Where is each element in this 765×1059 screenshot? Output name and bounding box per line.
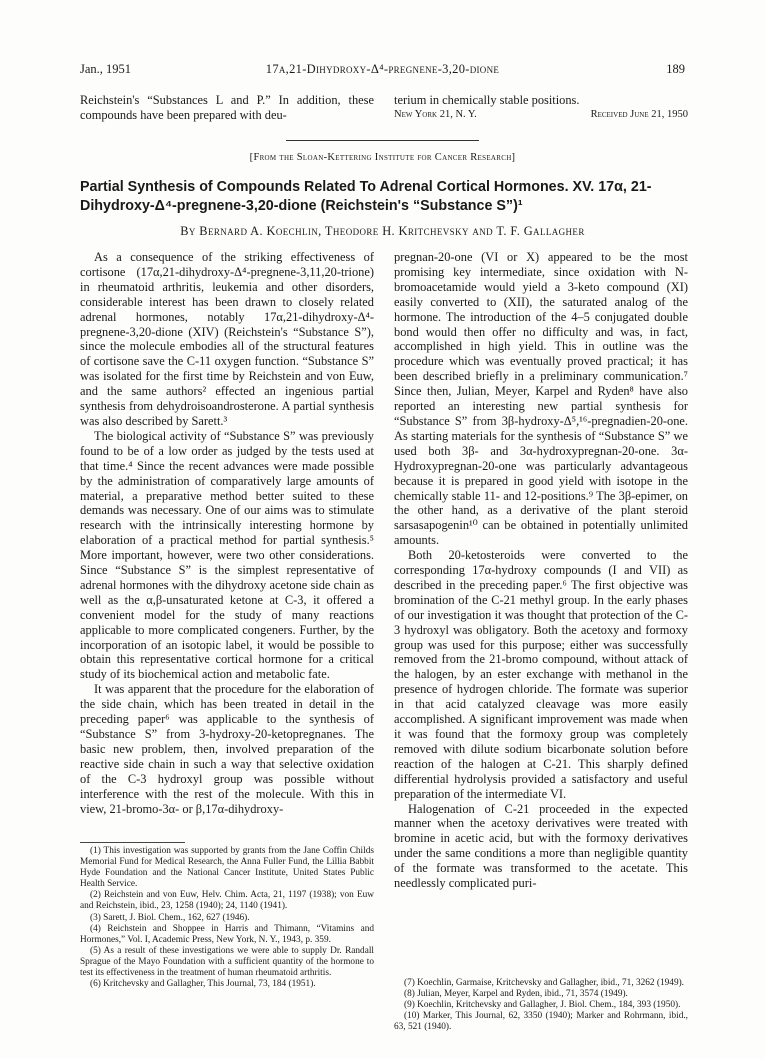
footnote: (8) Julian, Meyer, Karpel and Ryden, ibid., 71, 3574 (1949). [404,989,628,1000]
footnotes-left [80,838,374,990]
footnote: (6) Kritchevsky and Gallagher, This Journal, 73, 184 (1951). [90,979,316,990]
footnote: (9) Koechlin, Kritchevsky and Gallagher, J. Biol. Chem., 184, 393 (1950). [404,1000,681,1011]
footnote: (2) Reichstein and von Euw, Helv. Chim. Acta, 21, 1197 (1938); von Euw and Reichstein, ibid., 23, 1258 (1940); 24, 1140 (1941). [80,890,374,912]
footnotes-right [394,978,688,1033]
paragraph: Halogenation of C-21 proceeded in the expected manner when the acetoxy derivatives were treated with bromine in acetic acid, but with the formoxy derivatives under the same conditions a more than negligible quantity of the formate was transformed to the acetate. This needlessly complicated puri- [394,801,688,891]
footnote: (10) Marker, This Journal, 62, 3350 (1940); Marker and Rohrmann, ibid., 63, 521 (1940). [394,1011,688,1033]
paragraph: The biological activity of “Substance S” was previously found to be of a low order as judged by the tests used at that time.⁴ Since the recent advances were made possible by the administration of comparatively large amounts of material, a preparative method better suited to these demands was necessary. One of our aims was to stimulate research with the intrinsically interesting hormone by elaboration of a practical method for partial synthesis.⁵ More important, however, were two other considerations. Since “Substance S” is the simplest representative of adrenal hormones with the dihydroxy acetone side chain as well as the α,β-unsaturated ketone at C-3, it offered a convenient model for the study of many reactions applicable to more complicated congeners. Further, by the incorporation of an isotopic label, it would be possible to obtain this representative cortical hormone for a critical study of its biochemical action and metabolic fate. [80,428,374,682]
issue-date: Jan., 1951 [80,62,132,76]
page-number: 189 [666,62,685,76]
footnote: (5) As a result of these investigations we were able to supply Dr. Randall Sprague of the Mayo Foundation with a sufficient quantity of the hormone to test its effectiveness in the treatment of human rheumatoid arthritis. [80,945,374,979]
address-line [394,108,688,123]
paragraph: As a consequence of the striking effectiveness of cortisone (17α,21-dihydroxy-Δ⁴-pregnene-3,11,20-trione) in rheumatoid arthritis, leukemia and other disorders, considerable interest has been drawn to closely related adrenal hormones, notably 17α,21-dihydroxy-Δ⁴-pregnene-3,20-dione (XIV) (Reichstein's “Substance S”), since the molecule embodies all of the structural features of cortisone save the C-11 oxygen function. “Substance S” was isolated for the first time by Reichstein and von Euw, and the same authors² effected an ingenious partial synthesis from dehydroisoandrosterone. A partial synthesis was also described by Sarett.³ [80,250,374,428]
previous-article-ending-left: Reichstein's “Substances L and P.” In addition, these compounds have been prepared with deu- [80,93,374,122]
institution-line: [From the Sloan-Kettering Institute for Cancer Research] [249,152,516,163]
running-head [80,62,685,78]
footnote-rule [80,842,185,843]
footnote: (4) Reichstein and Shoppee in Harris and Thimann, “Vitamins and Hormones,” Vol. I, Academic Press, New York, N. Y., 1943, p. 359. [80,923,374,945]
article-title: Partial Synthesis of Compounds Related To Adrenal Cortical Hormones. XV. 17α, 21-Dihydroxy-Δ⁴-pregnene-3,20-dione (Reichstein's “Substance S”)¹ [80,179,652,214]
previous-article-ending-right: terium in chemically stable positions. New York 21, N. Y. Received June 21, 1950 [394,93,688,123]
author-address: New York 21, N. Y. [394,108,477,120]
paragraph: It was apparent that the procedure for the elaboration of the side chain, which has been treated in detail in the preceding paper⁶ was applicable to the synthesis of “Substance S” from 3-hydroxy-20-ketopregnanes. The basic new problem, then, involved preparation of the reactive side chain in such a way that selective oxidation of the C-3 hydroxyl group was possible without interference with the rest of the molecule. With this in view, 21-bromo-3α- or β,17α-dihydroxy- [80,682,374,816]
footnote: (1) This investigation was supported by grants from the Jane Coffin Childs Memorial Fund for Medical Research, the Anna Fuller Fund, the Lillia Babbit Hyde Foundation and the National Cancer Institute, United States Public Health Service. [80,846,374,890]
article-divider [286,140,479,141]
author-line: By Bernard A. Koechlin, Theodore H. Kritchevsky and T. F. Gallagher [180,224,585,238]
footnote: (3) Sarett, J. Biol. Chem., 162, 627 (1946). [90,912,250,923]
body-column-right [394,250,688,891]
received-date: Received June 21, 1950 [590,108,688,120]
body-column-left [80,250,374,816]
paragraph: Both 20-ketosteroids were converted to the corresponding 17α-hydroxy compounds (I and VII) as described in the preceding paper.⁶ The first objective was bromination of the C-21 methyl group. In the early phases of our investigation it was thought that protection of the C-3 hydroxyl was obligatory. Both the acetoxy and formoxy group was used for this purpose; either was successfully removed from the 21-bromo compound, without attack of the halogen, by an ester exchange with methanol in the presence of hydrogen chloride. The formate was superior in that acid catalyzed cleavage was more easily accomplished. A significant improvement was made when it was found that the formoxy group was completely removed with dilute sodium bicarbonate solution before reaction of the halogen at C-21. This sharply defined differential hydrolysis provided a satisfactory and useful preparation of the intermediate VI. [394,548,688,801]
running-title: 17α,21-Dihydroxy-Δ⁴-pregnene-3,20-dione [265,62,500,76]
footnote: (7) Koechlin, Garmaise, Kritchevsky and Gallagher, ibid., 71, 3262 (1949). [404,978,685,988]
paragraph: pregnan-20-one (VI or X) appeared to be the most promising key intermediate, since oxidation with N-bromoacetamide would yield a 3-keto compound (XI) easily converted to (XII), the saturated analog of the hormone. The introduction of the 4–5 conjugated double bond would then offer no difficulty and was, in fact, accomplished in high yield. This in outline was the procedure which was eventually proved practical; it has been described briefly in a preliminary communication.⁷ Since then, Julian, Meyer, Karpel and Ryden⁸ have also reported an interesting new partial synthesis for “Substance S” from 3β-hydroxy-Δ⁵,¹⁶-pregnadien-20-one. As starting materials for the synthesis of “Substance S” we used both 3β- and 3α-hydroxypregnan-20-one. 3α-Hydroxypregnan-20-one was particularly advantageous because it is prepared in good yield with isotope in the chemically stable 11- and 12-positions.⁹ The 3β-epimer, on the other hand, as a derivative of the plant steroid sarsasapogenin¹⁰ can be obtained in potentially unlimited amounts. [394,250,688,548]
